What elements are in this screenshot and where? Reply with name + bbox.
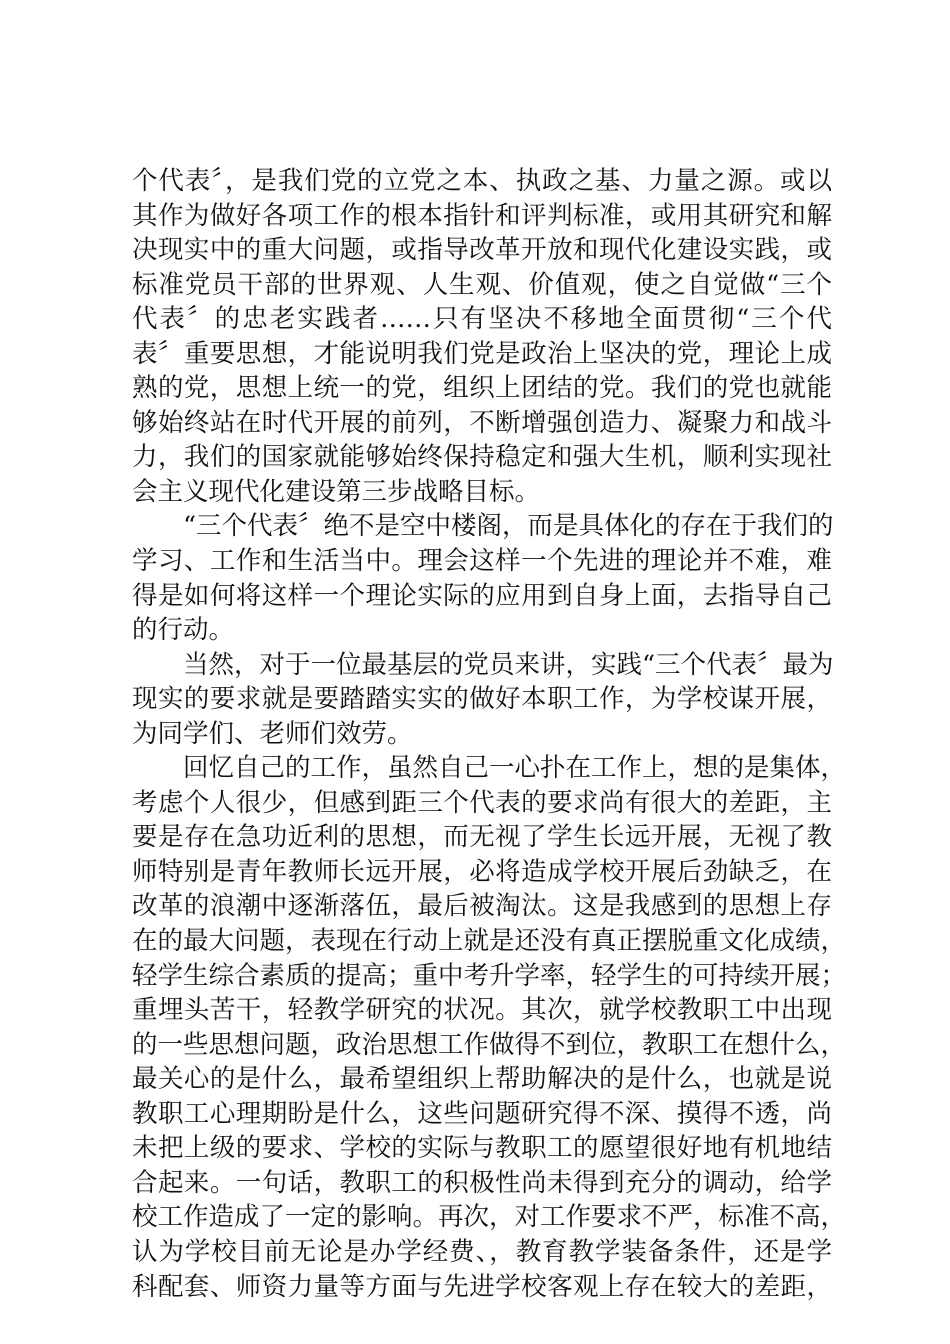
text-line: 要是存在急功近利的思想，而无视了学生长远开展，无视了教 [132,822,832,853]
paragraph-first-line: 当然，对于一位最基层的党员来讲，实践“三个代表〞最为 [183,649,834,680]
text-line: 的一些思想问题，政治思想工作做得不到位，教职工在想什么， [132,1029,847,1060]
text-line: 最关心的是什么，最希望组织上帮助解决的是什么，也就是说 [132,1064,832,1095]
text-line: 校工作造成了一定的影响。再次，对工作要求不严，标准不高， [132,1202,847,1233]
text-line: 其作为做好各项工作的根本指针和评判标准，或用其研究和解 [132,200,832,231]
text-line: 重埋头苦干，轻教学研究的状况。其次，就学校教职工中出现 [132,995,832,1026]
paragraph-first-line: 回忆自己的工作，虽然自己一心扑在工作上，想的是集体， [183,753,847,784]
text-line: 得是如何将这样一个理论实际的应用到自身上面，去指导自己 [132,580,832,611]
text-line: 的行动。 [132,615,235,646]
text-line: 教职工心理期盼是什么，这些问题研究得不深、摸得不透，尚 [132,1098,832,1129]
text-line: 熟的党，思想上统一的党，组织上团结的党。我们的党也就能 [132,373,832,404]
text-line: 现实的要求就是要踏踏实实的做好本职工作，为学校谋开展， [132,684,832,715]
text-line: 学习、工作和生活当中。理会这样一个先进的理论并不难，难 [132,546,832,577]
text-line: 标准党员干部的世界观、人生观、价值观，使之自觉做“三个 [132,269,832,300]
text-line: 为同学们、老师们效劳。 [132,718,413,749]
text-line: 科配套、师资力量等方面与先进学校客观上存在较大的差距， [132,1271,832,1302]
text-line: 认为学校目前无论是办学经费、，教育教学装备条件，还是学 [132,1236,832,1267]
text-line: 在的最大问题，表现在行动上就是还没有真正摆脱重文化成绩， [132,926,847,957]
text-line: 未把上级的要求、学校的实际与教职工的愿望很好地有机地结 [132,1133,832,1164]
text-line: 个代表〞，是我们党的立党之本、执政之基、力量之源。或以 [132,166,832,196]
document-body [132,164,847,1304]
text-line: 改革的浪潮中逐渐落伍，最后被淘汰。这是我感到的思想上存 [132,891,832,922]
text-line: 力，我们的国家就能够始终保持稳定和强大生机，顺利实现社 [132,442,832,473]
text-line: 够始终站在时代开展的前列，不断增强创造力、凝聚力和战斗 [132,407,832,438]
text-line: 合起来。一句话，教职工的积极性尚未得到充分的调动，给学 [132,1167,832,1198]
text-line: 师特别是青年教师长远开展，必将造成学校开展后劲缺乏，在 [132,856,832,887]
text-line: 决现实中的重大问题，或指导改革开放和现代化建设实践，或 [132,235,832,266]
text-line: 表〞重要思想，才能说明我们党是政治上坚决的党，理论上成 [132,338,832,369]
text-line: 会主义现代化建设第三步战略目标。 [132,476,541,507]
paragraph-first-line: “三个代表〞绝不是空中楼阁，而是具体化的存在于我们的 [183,511,834,542]
text-line: 轻学生综合素质的提高；重中考升学率，轻学生的可持续开展； [132,960,847,991]
text-line: 考虑个人很少，但感到距三个代表的要求尚有很大的差距，主 [132,787,832,818]
text-line: 代表〞的忠老实践者……只有坚决不移地全面贯彻“三个代 [132,304,832,335]
